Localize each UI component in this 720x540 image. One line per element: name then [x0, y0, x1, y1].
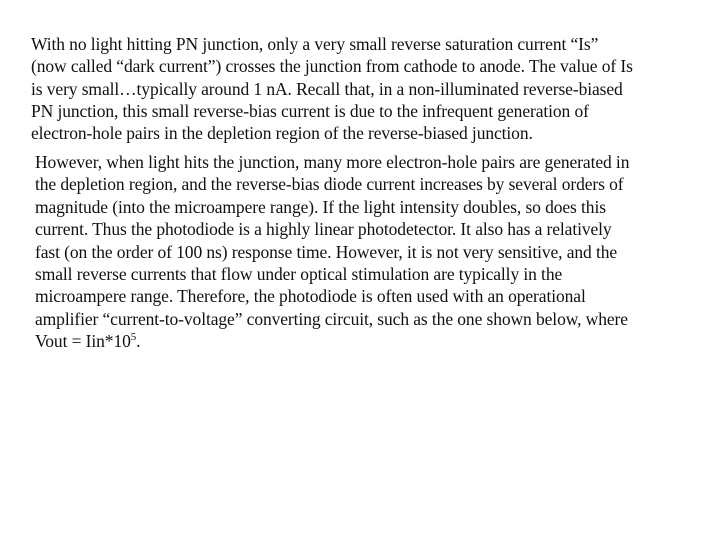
paragraph-photodiode-text: However, when light hits the junction, many more electron-hole pairs are generated in the depletion region, and the reverse-bias diode current increases by several orders of magnitude (into the microampere range). If the light intensity doubles, so does this current. Thus the photodiode is a highly linear photodetector. It also has a relatively fast (on the order of 100 ns) response time. However, it is not very sensitive, and the small reverse currents that flow under optical stimulation are typically in the microampere range. Therefore, the photodiode is often used with an operational amplifier “current-to-voltage” converting circuit, such as the one shown below, where: [35, 152, 630, 329]
formula-exponent: 5: [130, 331, 137, 344]
paragraph-dark-current: With no light hitting PN junction, only a very small reverse saturation current “Is” (now called “dark current”) crosses the junction from cathode to anode. The value of Is is very small…typically around 1 nA. Recall that, in a non-illuminated reverse-biased PN junction, this small reverse-bias current is due to the infrequent generation of electron-hole pairs in the depletion region of the reverse-biased junction.: [31, 34, 633, 144]
formula-base: Vout = Iin*10: [35, 331, 131, 352]
formula-suffix: .: [136, 331, 141, 352]
paragraph-photodiode-operation: [35, 151, 707, 353]
